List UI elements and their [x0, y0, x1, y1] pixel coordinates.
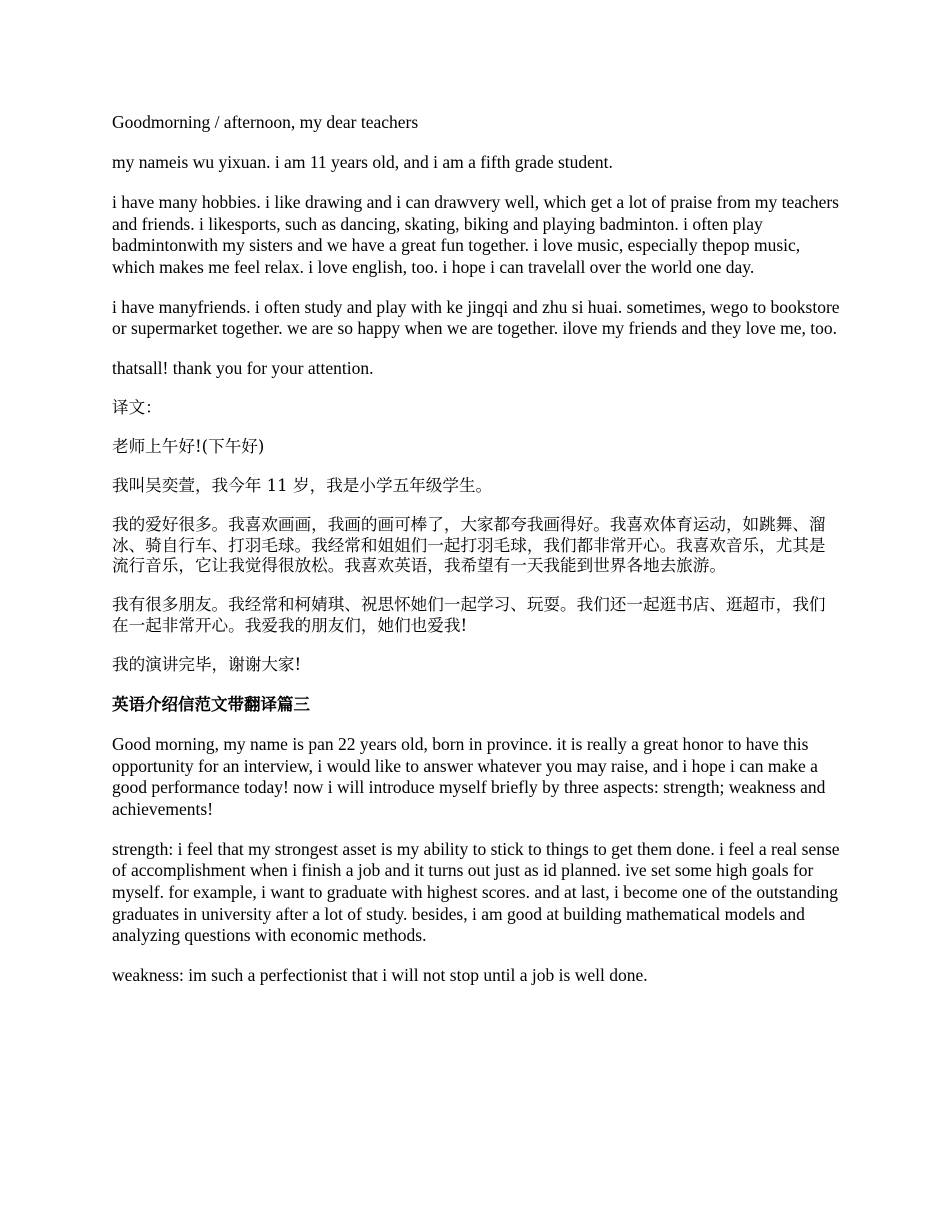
weakness-paragraph: weakness: im such a perfectionist that i will not stop until a job is well done. [112, 965, 648, 986]
translation-closing: 我的演讲完毕，谢谢大家! [112, 655, 302, 674]
greeting-paragraph: Goodmorning / afternoon, my dear teachers [112, 112, 419, 132]
closing-paragraph: thatsall! thank you for your attention. [112, 358, 374, 379]
document-page [112, 112, 840, 1005]
intro-paragraph: my nameis wu yixuan. i am 11 years old, and i am a fifth grade student. [112, 151, 613, 172]
strength-paragraph: strength: i feel that my strongest asset is my ability to stick to things to get them done. i feel a real sense of accomplishment when i finish a job and it turns out just as id planned. ive set some high goals for myself. for example, i want to graduate with highest scores. and at last, i become one of the outstanding graduates in university after a lot of study. besides, i am good at building mathematical models and analyzing questions with economic methods. [112, 838, 840, 946]
translation-label: 译文： [112, 398, 162, 418]
translation-hobbies: 我的爱好很多。我喜欢画画，我画的画可棒了，大家都夸我画得好。我喜欢体育运动，如跳舞、溜冰、骑自行车、打羽毛球。我经常和姐姐们一起打羽毛球，我们都非常开心。我喜欢音乐，尤其是流行音乐，它让我觉得很放松。我喜欢英语，我希望有一天我能到世界各地去旅游。 [112, 515, 826, 576]
translation-greeting: 老师上午好!(下午好) [112, 437, 265, 457]
section-heading: 英语介绍信范文带翻译篇三 [112, 694, 310, 714]
hobbies-paragraph: i have many hobbies. i like drawing and i can drawvery well, which get a lot of praise from my teachers and friends. i likesports, such as dancing, skating, biking and playing badminton. i often play badmintonwith my sisters and we have a great fun together. i love music, especially thepop music, which makes me feel relax. i love english, too. i hope i can travelall over the world one day. [112, 191, 839, 277]
friends-paragraph: i have manyfriends. i often study and play with ke jingqi and zhu si huai. sometimes, wego to bookstore or supermarket together. we are so happy when we are together. ilove my friends and they love me, too. [112, 296, 840, 339]
interview-intro-paragraph: Good morning, my name is pan 22 years old, born in province. it is really a great honor to have this opportunity for an interview, i would like to answer whatever you may raise, and i hope i can make a good performance today! now i will introduce myself briefly by three aspects: strength; weakness and achievements! [112, 733, 826, 819]
translation-intro: 我叫吴奕萱，我今年 11 岁，我是小学五年级学生。 [112, 476, 493, 496]
translation-friends: 我有很多朋友。我经常和柯婧琪、祝思怀她们一起学习、玩耍。我们还一起逛书店、逛超市，我们在一起非常开心。我爱我的朋友们，她们也爱我! [112, 595, 826, 636]
